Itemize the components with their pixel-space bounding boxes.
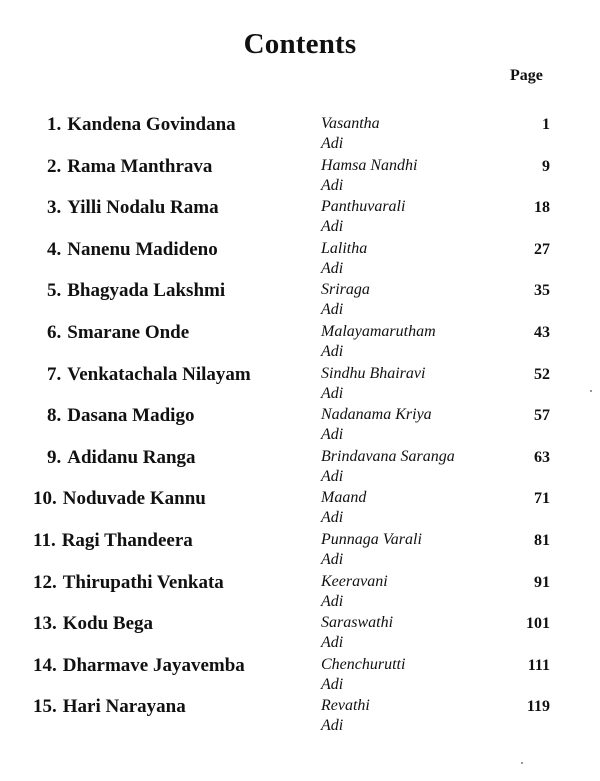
- tala-name: Adi: [321, 634, 344, 652]
- toc-entry-title: [47, 156, 212, 178]
- page-number: 111: [527, 656, 550, 674]
- song-title: Dasana Madigo: [67, 405, 195, 427]
- raga-name: Maand: [321, 489, 367, 507]
- page-number: 91: [534, 573, 550, 591]
- page-number: 27: [534, 240, 550, 258]
- entry-number: 6.: [47, 321, 62, 343]
- entry-number: 3.: [47, 197, 62, 219]
- song-title: Adidanu Ranga: [67, 446, 196, 468]
- song-title: Bhagyada Lakshmi: [67, 280, 226, 302]
- page-number: 71: [534, 490, 550, 508]
- toc-entry-title: [33, 488, 206, 510]
- toc-entry-title: [33, 613, 153, 635]
- tala-name: Adi: [321, 259, 344, 277]
- song-title: Hari Narayana: [62, 696, 186, 718]
- tala-name: Adi: [321, 592, 344, 610]
- page-number: 1: [542, 116, 550, 133]
- tala-name: Adi: [321, 675, 344, 693]
- tala-name: Adi: [321, 467, 344, 485]
- tala-name: Adi: [321, 218, 344, 236]
- song-title: Smarane Onde: [67, 321, 190, 343]
- page-number: 18: [534, 199, 550, 217]
- raga-name: Keeravani: [321, 572, 388, 590]
- song-title: Kandena Govindana: [67, 114, 236, 135]
- tala-name: Adi: [321, 509, 344, 527]
- song-title: Yilli Nodalu Rama: [67, 197, 219, 219]
- toc-entry-title: [47, 114, 236, 136]
- tala-name: Adi: [321, 550, 344, 568]
- page-number: 119: [526, 698, 550, 716]
- toc-entry: [0, 653, 600, 695]
- page-number: 57: [534, 407, 550, 425]
- toc-entry: [0, 362, 600, 404]
- scan-speck: [590, 390, 592, 392]
- raga-name: Malayamarutham: [321, 322, 436, 340]
- raga-name: Panthuvarali: [321, 198, 406, 216]
- page-column-header: Page: [510, 67, 543, 84]
- tala-name: Adi: [321, 135, 344, 152]
- entry-number: 4.: [47, 238, 62, 260]
- toc-entry: [0, 403, 600, 445]
- toc-entry-title: [47, 322, 189, 344]
- entry-number: 14.: [33, 654, 57, 676]
- raga-name: Chenchurutti: [321, 655, 406, 673]
- raga-name: Lalitha: [321, 239, 368, 257]
- tala-name: Adi: [321, 426, 344, 444]
- toc-entry: [0, 195, 600, 237]
- toc-entry: [0, 528, 600, 570]
- entry-number: 2.: [47, 155, 62, 177]
- scan-speck: [521, 762, 523, 764]
- entry-number: 15.: [33, 696, 57, 718]
- tala-name: Adi: [321, 176, 344, 194]
- toc-entry: [0, 320, 600, 362]
- page-number: 101: [526, 615, 550, 633]
- page-number: 9: [542, 157, 550, 175]
- page-number: 81: [534, 531, 550, 549]
- raga-name: Revathi: [321, 697, 370, 715]
- toc-entry-title: [33, 655, 245, 677]
- entry-number: 11.: [33, 529, 56, 551]
- raga-name: Vasantha: [321, 115, 380, 132]
- entry-number: 7.: [47, 363, 62, 385]
- toc-entry: [0, 570, 600, 612]
- toc-entry-title: [47, 364, 251, 386]
- song-title: Dharmave Jayavemba: [62, 654, 245, 676]
- toc-entry-title: [33, 572, 224, 594]
- song-title: Ragi Thandeera: [61, 529, 193, 551]
- tala-name: Adi: [321, 384, 344, 402]
- toc-entry-title: [47, 447, 196, 469]
- raga-name: Punnaga Varali: [321, 530, 422, 548]
- raga-name: Hamsa Nandhi: [321, 156, 418, 174]
- toc-entry-title: [47, 405, 194, 427]
- entry-number: 12.: [33, 571, 57, 593]
- song-title: Nanenu Madideno: [67, 238, 218, 260]
- toc-entry: [0, 445, 600, 487]
- toc-entry-title: [33, 696, 186, 718]
- toc-entry: [0, 611, 600, 653]
- entry-number: 5.: [47, 280, 62, 302]
- tala-name: Adi: [321, 342, 344, 360]
- tala-name: Adi: [321, 301, 344, 319]
- contents-list: [0, 112, 600, 736]
- toc-entry: [0, 278, 600, 320]
- raga-name: Sriraga: [321, 281, 370, 299]
- page-number: 63: [534, 448, 550, 466]
- song-title: Thirupathi Venkata: [62, 571, 224, 593]
- toc-entry-title: [47, 239, 218, 261]
- tala-name: Adi: [321, 717, 344, 735]
- entry-number: 9.: [47, 446, 62, 468]
- page-number: 35: [534, 282, 550, 300]
- toc-entry: [0, 112, 600, 154]
- toc-entry: [0, 486, 600, 528]
- raga-name: Saraswathi: [321, 614, 394, 632]
- raga-name: Nadanama Kriya: [321, 406, 432, 424]
- toc-entry: [0, 154, 600, 196]
- entry-number: 1.: [47, 114, 62, 135]
- song-title: Noduvade Kannu: [62, 488, 206, 510]
- raga-name: Sindhu Bhairavi: [321, 364, 426, 382]
- toc-entry-title: [47, 280, 225, 302]
- entry-number: 10.: [33, 488, 57, 510]
- song-title: Venkatachala Nilayam: [67, 363, 251, 385]
- entry-number: 13.: [33, 613, 57, 635]
- toc-entry: [0, 237, 600, 279]
- entry-number: 8.: [47, 405, 62, 427]
- page-number: 43: [534, 323, 550, 341]
- page-title: Contents: [243, 28, 357, 60]
- song-title: Kodu Bega: [62, 613, 154, 635]
- page-number: 52: [534, 365, 550, 383]
- toc-entry: [0, 694, 600, 736]
- toc-entry-title: [33, 530, 193, 552]
- raga-name: Brindavana Saranga: [321, 447, 455, 465]
- toc-entry-title: [47, 197, 219, 219]
- song-title: Rama Manthrava: [67, 155, 213, 177]
